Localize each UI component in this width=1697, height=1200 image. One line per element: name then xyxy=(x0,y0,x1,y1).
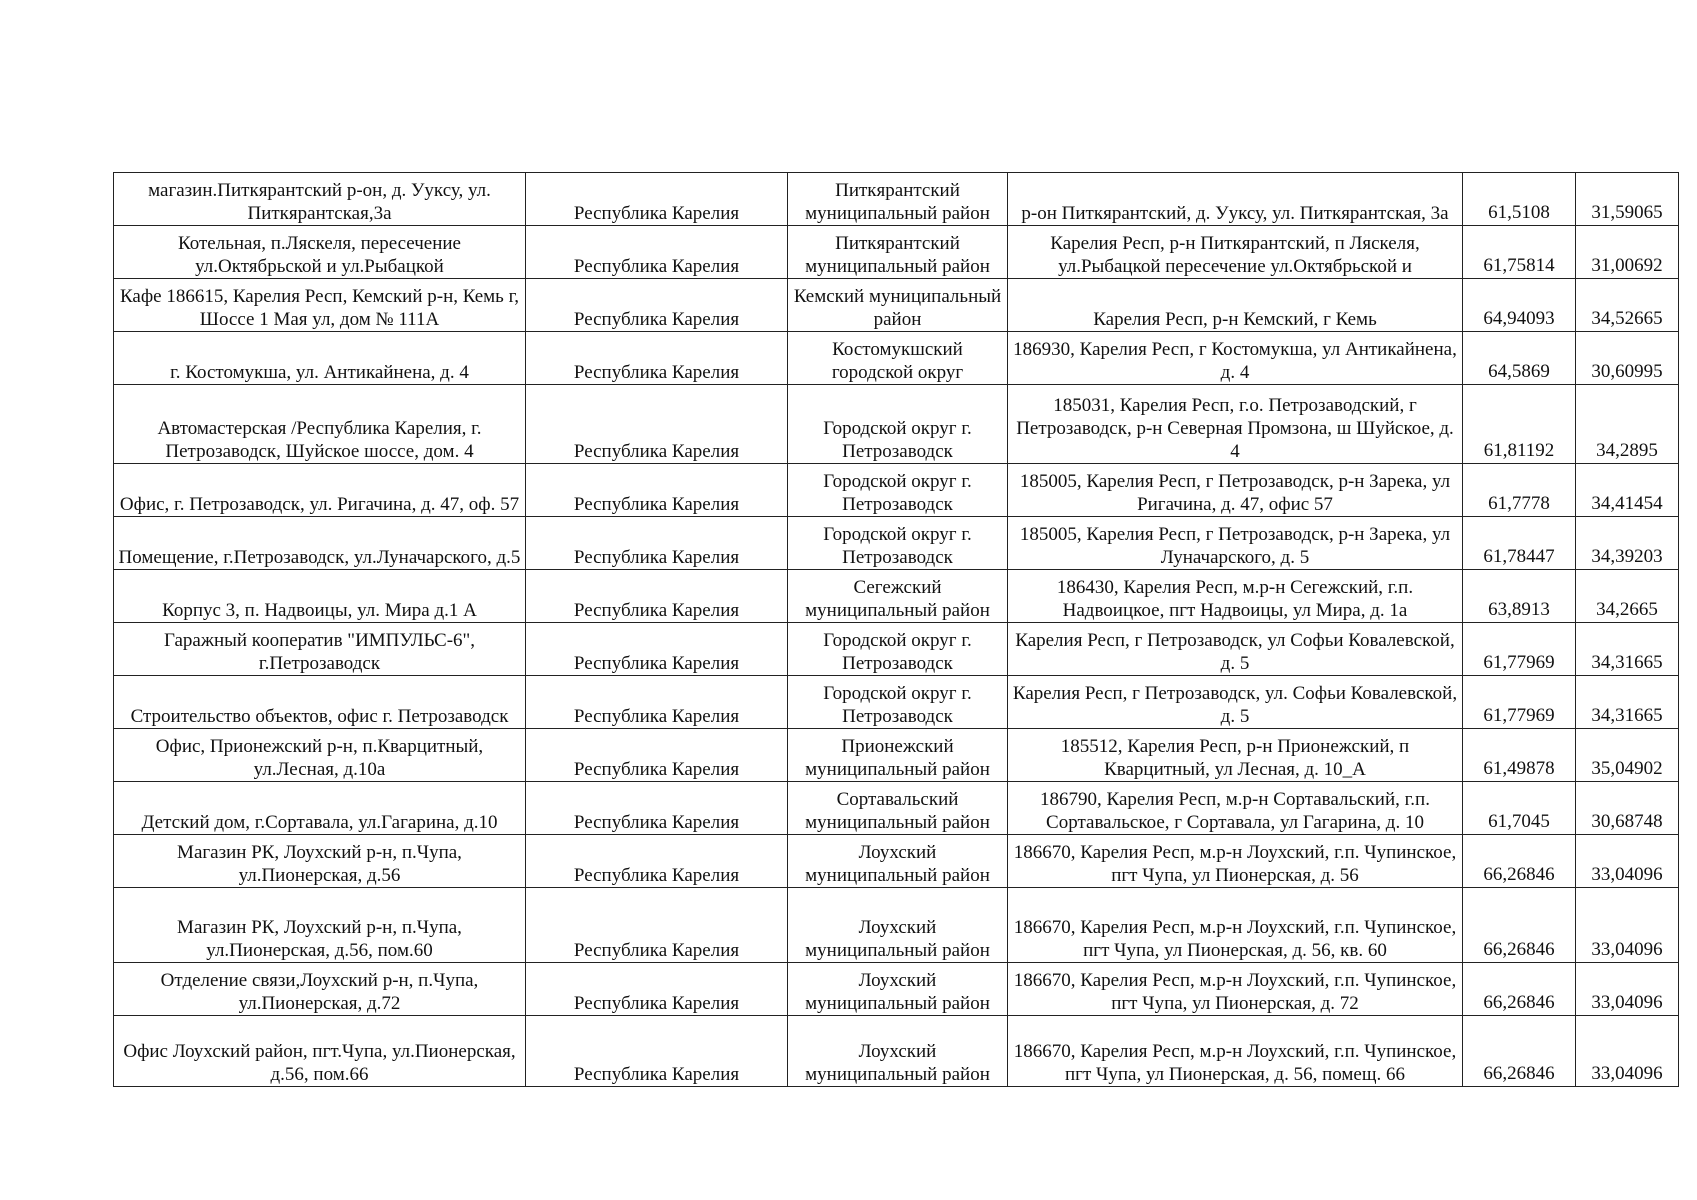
table-row xyxy=(114,173,1679,226)
region-cell: Республика Карелия xyxy=(526,729,788,782)
address-cell: 185031, Карелия Респ, г.о. Петрозаводский, г Петрозаводск, р-н Северная Промзона, ш Шуйское, д. 4 xyxy=(1008,385,1463,464)
object-name-cell: Отделение связи,Лоухский р-н, п.Чупа, ул.Пионерская, д.72 xyxy=(114,963,526,1016)
table-row xyxy=(114,835,1679,888)
municipality-cell: Лоухский муниципальный район xyxy=(788,1016,1008,1087)
latitude-cell: 61,7778 xyxy=(1463,464,1576,517)
table-row xyxy=(114,782,1679,835)
region-cell: Республика Карелия xyxy=(526,782,788,835)
address-cell: Карелия Респ, г Петрозаводск, ул. Софьи Ковалевской, д. 5 xyxy=(1008,676,1463,729)
address-cell: 185005, Карелия Респ, г Петрозаводск, р-н Зарека, ул Луначарского, д. 5 xyxy=(1008,517,1463,570)
object-name-cell: Офис, г. Петрозаводск, ул. Ригачина, д. 47, оф. 57 xyxy=(114,464,526,517)
object-name-cell: Автомастерская /Республика Карелия, г. Петрозаводск, Шуйское шоссе, дом. 4 xyxy=(114,385,526,464)
table-row xyxy=(114,570,1679,623)
region-cell: Республика Карелия xyxy=(526,676,788,729)
longitude-cell: 31,00692 xyxy=(1576,226,1679,279)
objects-table xyxy=(113,172,1679,1087)
table-row xyxy=(114,729,1679,782)
table-row xyxy=(114,676,1679,729)
latitude-cell: 64,5869 xyxy=(1463,332,1576,385)
table-body xyxy=(114,173,1679,1087)
object-name-cell: Гаражный кооператив "ИМПУЛЬС-6", г.Петрозаводск xyxy=(114,623,526,676)
region-cell: Республика Карелия xyxy=(526,570,788,623)
latitude-cell: 61,7045 xyxy=(1463,782,1576,835)
address-cell: 186930, Карелия Респ, г Костомукша, ул Антикайнена, д. 4 xyxy=(1008,332,1463,385)
municipality-cell: Кемский муниципальный район xyxy=(788,279,1008,332)
municipality-cell: Лоухский муниципальный район xyxy=(788,888,1008,963)
region-cell: Республика Карелия xyxy=(526,226,788,279)
address-cell: 186430, Карелия Респ, м.р-н Сегежский, г.п. Надвоицкое, пгт Надвоицы, ул Мира, д. 1а xyxy=(1008,570,1463,623)
table-row xyxy=(114,385,1679,464)
municipality-cell: Прионежский муниципальный район xyxy=(788,729,1008,782)
longitude-cell: 33,04096 xyxy=(1576,963,1679,1016)
latitude-cell: 61,78447 xyxy=(1463,517,1576,570)
region-cell: Республика Карелия xyxy=(526,464,788,517)
latitude-cell: 61,77969 xyxy=(1463,676,1576,729)
longitude-cell: 35,04902 xyxy=(1576,729,1679,782)
object-name-cell: Магазин РК, Лоухский р-н, п.Чупа, ул.Пионерская, д.56 xyxy=(114,835,526,888)
municipality-cell: Городской округ г. Петрозаводск xyxy=(788,464,1008,517)
table-row xyxy=(114,888,1679,963)
address-cell: 186670, Карелия Респ, м.р-н Лоухский, г.п. Чупинское, пгт Чупа, ул Пионерская, д. 56 xyxy=(1008,835,1463,888)
table-row xyxy=(114,963,1679,1016)
object-name-cell: Детский дом, г.Сортавала, ул.Гагарина, д.10 xyxy=(114,782,526,835)
table-row xyxy=(114,464,1679,517)
object-name-cell: Офис, Прионежский р-н, п.Кварцитный, ул.Лесная, д.10а xyxy=(114,729,526,782)
latitude-cell: 64,94093 xyxy=(1463,279,1576,332)
longitude-cell: 33,04096 xyxy=(1576,888,1679,963)
address-cell: 185512, Карелия Респ, р-н Прионежский, п Кварцитный, ул Лесная, д. 10_А xyxy=(1008,729,1463,782)
longitude-cell: 34,2665 xyxy=(1576,570,1679,623)
municipality-cell: Лоухский муниципальный район xyxy=(788,963,1008,1016)
municipality-cell: Сортавальский муниципальный район xyxy=(788,782,1008,835)
object-name-cell: Строительство объектов, офис г. Петрозаводск xyxy=(114,676,526,729)
object-name-cell: Помещение, г.Петрозаводск, ул.Луначарского, д.5 xyxy=(114,517,526,570)
latitude-cell: 66,26846 xyxy=(1463,963,1576,1016)
municipality-cell: Питкярантский муниципальный район xyxy=(788,173,1008,226)
address-cell: 186670, Карелия Респ, м.р-н Лоухский, г.п. Чупинское, пгт Чупа, ул Пионерская, д. 72 xyxy=(1008,963,1463,1016)
longitude-cell: 30,60995 xyxy=(1576,332,1679,385)
municipality-cell: Городской округ г. Петрозаводск xyxy=(788,676,1008,729)
longitude-cell: 33,04096 xyxy=(1576,1016,1679,1087)
object-name-cell: Магазин РК, Лоухский р-н, п.Чупа, ул.Пионерская, д.56, пом.60 xyxy=(114,888,526,963)
longitude-cell: 34,31665 xyxy=(1576,676,1679,729)
region-cell: Республика Карелия xyxy=(526,517,788,570)
region-cell: Республика Карелия xyxy=(526,835,788,888)
longitude-cell: 33,04096 xyxy=(1576,835,1679,888)
longitude-cell: 34,39203 xyxy=(1576,517,1679,570)
address-cell: 186670, Карелия Респ, м.р-н Лоухский, г.п. Чупинское, пгт Чупа, ул Пионерская, д. 56, помещ. 66 xyxy=(1008,1016,1463,1087)
latitude-cell: 61,75814 xyxy=(1463,226,1576,279)
table-row xyxy=(114,279,1679,332)
region-cell: Республика Карелия xyxy=(526,1016,788,1087)
object-name-cell: Корпус 3, п. Надвоицы, ул. Мира д.1 А xyxy=(114,570,526,623)
address-cell: р-он Питкярантский, д. Ууксу, ул. Питкярантская, 3а xyxy=(1008,173,1463,226)
region-cell: Республика Карелия xyxy=(526,173,788,226)
table-row xyxy=(114,226,1679,279)
longitude-cell: 30,68748 xyxy=(1576,782,1679,835)
municipality-cell: Городской округ г. Петрозаводск xyxy=(788,385,1008,464)
table-row xyxy=(114,1016,1679,1087)
municipality-cell: Питкярантский муниципальный район xyxy=(788,226,1008,279)
longitude-cell: 34,2895 xyxy=(1576,385,1679,464)
region-cell: Республика Карелия xyxy=(526,279,788,332)
latitude-cell: 61,49878 xyxy=(1463,729,1576,782)
latitude-cell: 61,77969 xyxy=(1463,623,1576,676)
region-cell: Республика Карелия xyxy=(526,332,788,385)
region-cell: Республика Карелия xyxy=(526,888,788,963)
object-name-cell: г. Костомукша, ул. Антикайнена, д. 4 xyxy=(114,332,526,385)
region-cell: Республика Карелия xyxy=(526,623,788,676)
region-cell: Республика Карелия xyxy=(526,385,788,464)
latitude-cell: 66,26846 xyxy=(1463,888,1576,963)
municipality-cell: Городской округ г. Петрозаводск xyxy=(788,623,1008,676)
latitude-cell: 63,8913 xyxy=(1463,570,1576,623)
municipality-cell: Сегежский муниципальный район xyxy=(788,570,1008,623)
object-name-cell: Офис Лоухский район, пгт.Чупа, ул.Пионерская, д.56, пом.66 xyxy=(114,1016,526,1087)
latitude-cell: 61,81192 xyxy=(1463,385,1576,464)
latitude-cell: 61,5108 xyxy=(1463,173,1576,226)
address-cell: Карелия Респ, р-н Кемский, г Кемь xyxy=(1008,279,1463,332)
address-cell: 185005, Карелия Респ, г Петрозаводск, р-н Зарека, ул Ригачина, д. 47, офис 57 xyxy=(1008,464,1463,517)
municipality-cell: Лоухский муниципальный район xyxy=(788,835,1008,888)
table-row xyxy=(114,332,1679,385)
municipality-cell: Костомукшский городской округ xyxy=(788,332,1008,385)
table-row xyxy=(114,623,1679,676)
longitude-cell: 34,31665 xyxy=(1576,623,1679,676)
address-cell: Карелия Респ, р-н Питкярантский, п Ляскеля, ул.Рыбацкой пересечение ул.Октябрьской и xyxy=(1008,226,1463,279)
latitude-cell: 66,26846 xyxy=(1463,835,1576,888)
longitude-cell: 34,52665 xyxy=(1576,279,1679,332)
longitude-cell: 31,59065 xyxy=(1576,173,1679,226)
object-name-cell: Кафе 186615, Карелия Респ, Кемский р-н, Кемь г, Шоссе 1 Мая ул, дом № 111А xyxy=(114,279,526,332)
address-cell: 186670, Карелия Респ, м.р-н Лоухский, г.п. Чупинское, пгт Чупа, ул Пионерская, д. 56, кв. 60 xyxy=(1008,888,1463,963)
object-name-cell: Котельная, п.Ляскеля, пересечение ул.Октябрьской и ул.Рыбацкой xyxy=(114,226,526,279)
region-cell: Республика Карелия xyxy=(526,963,788,1016)
table-row xyxy=(114,517,1679,570)
address-cell: Карелия Респ, г Петрозаводск, ул Софьи Ковалевской, д. 5 xyxy=(1008,623,1463,676)
object-name-cell: магазин.Питкярантский р-он, д. Ууксу, ул. Питкярантская,3а xyxy=(114,173,526,226)
latitude-cell: 66,26846 xyxy=(1463,1016,1576,1087)
municipality-cell: Городской округ г. Петрозаводск xyxy=(788,517,1008,570)
address-cell: 186790, Карелия Респ, м.р-н Сортавальский, г.п. Сортавальское, г Сортавала, ул Гагарина, д. 10 xyxy=(1008,782,1463,835)
longitude-cell: 34,41454 xyxy=(1576,464,1679,517)
